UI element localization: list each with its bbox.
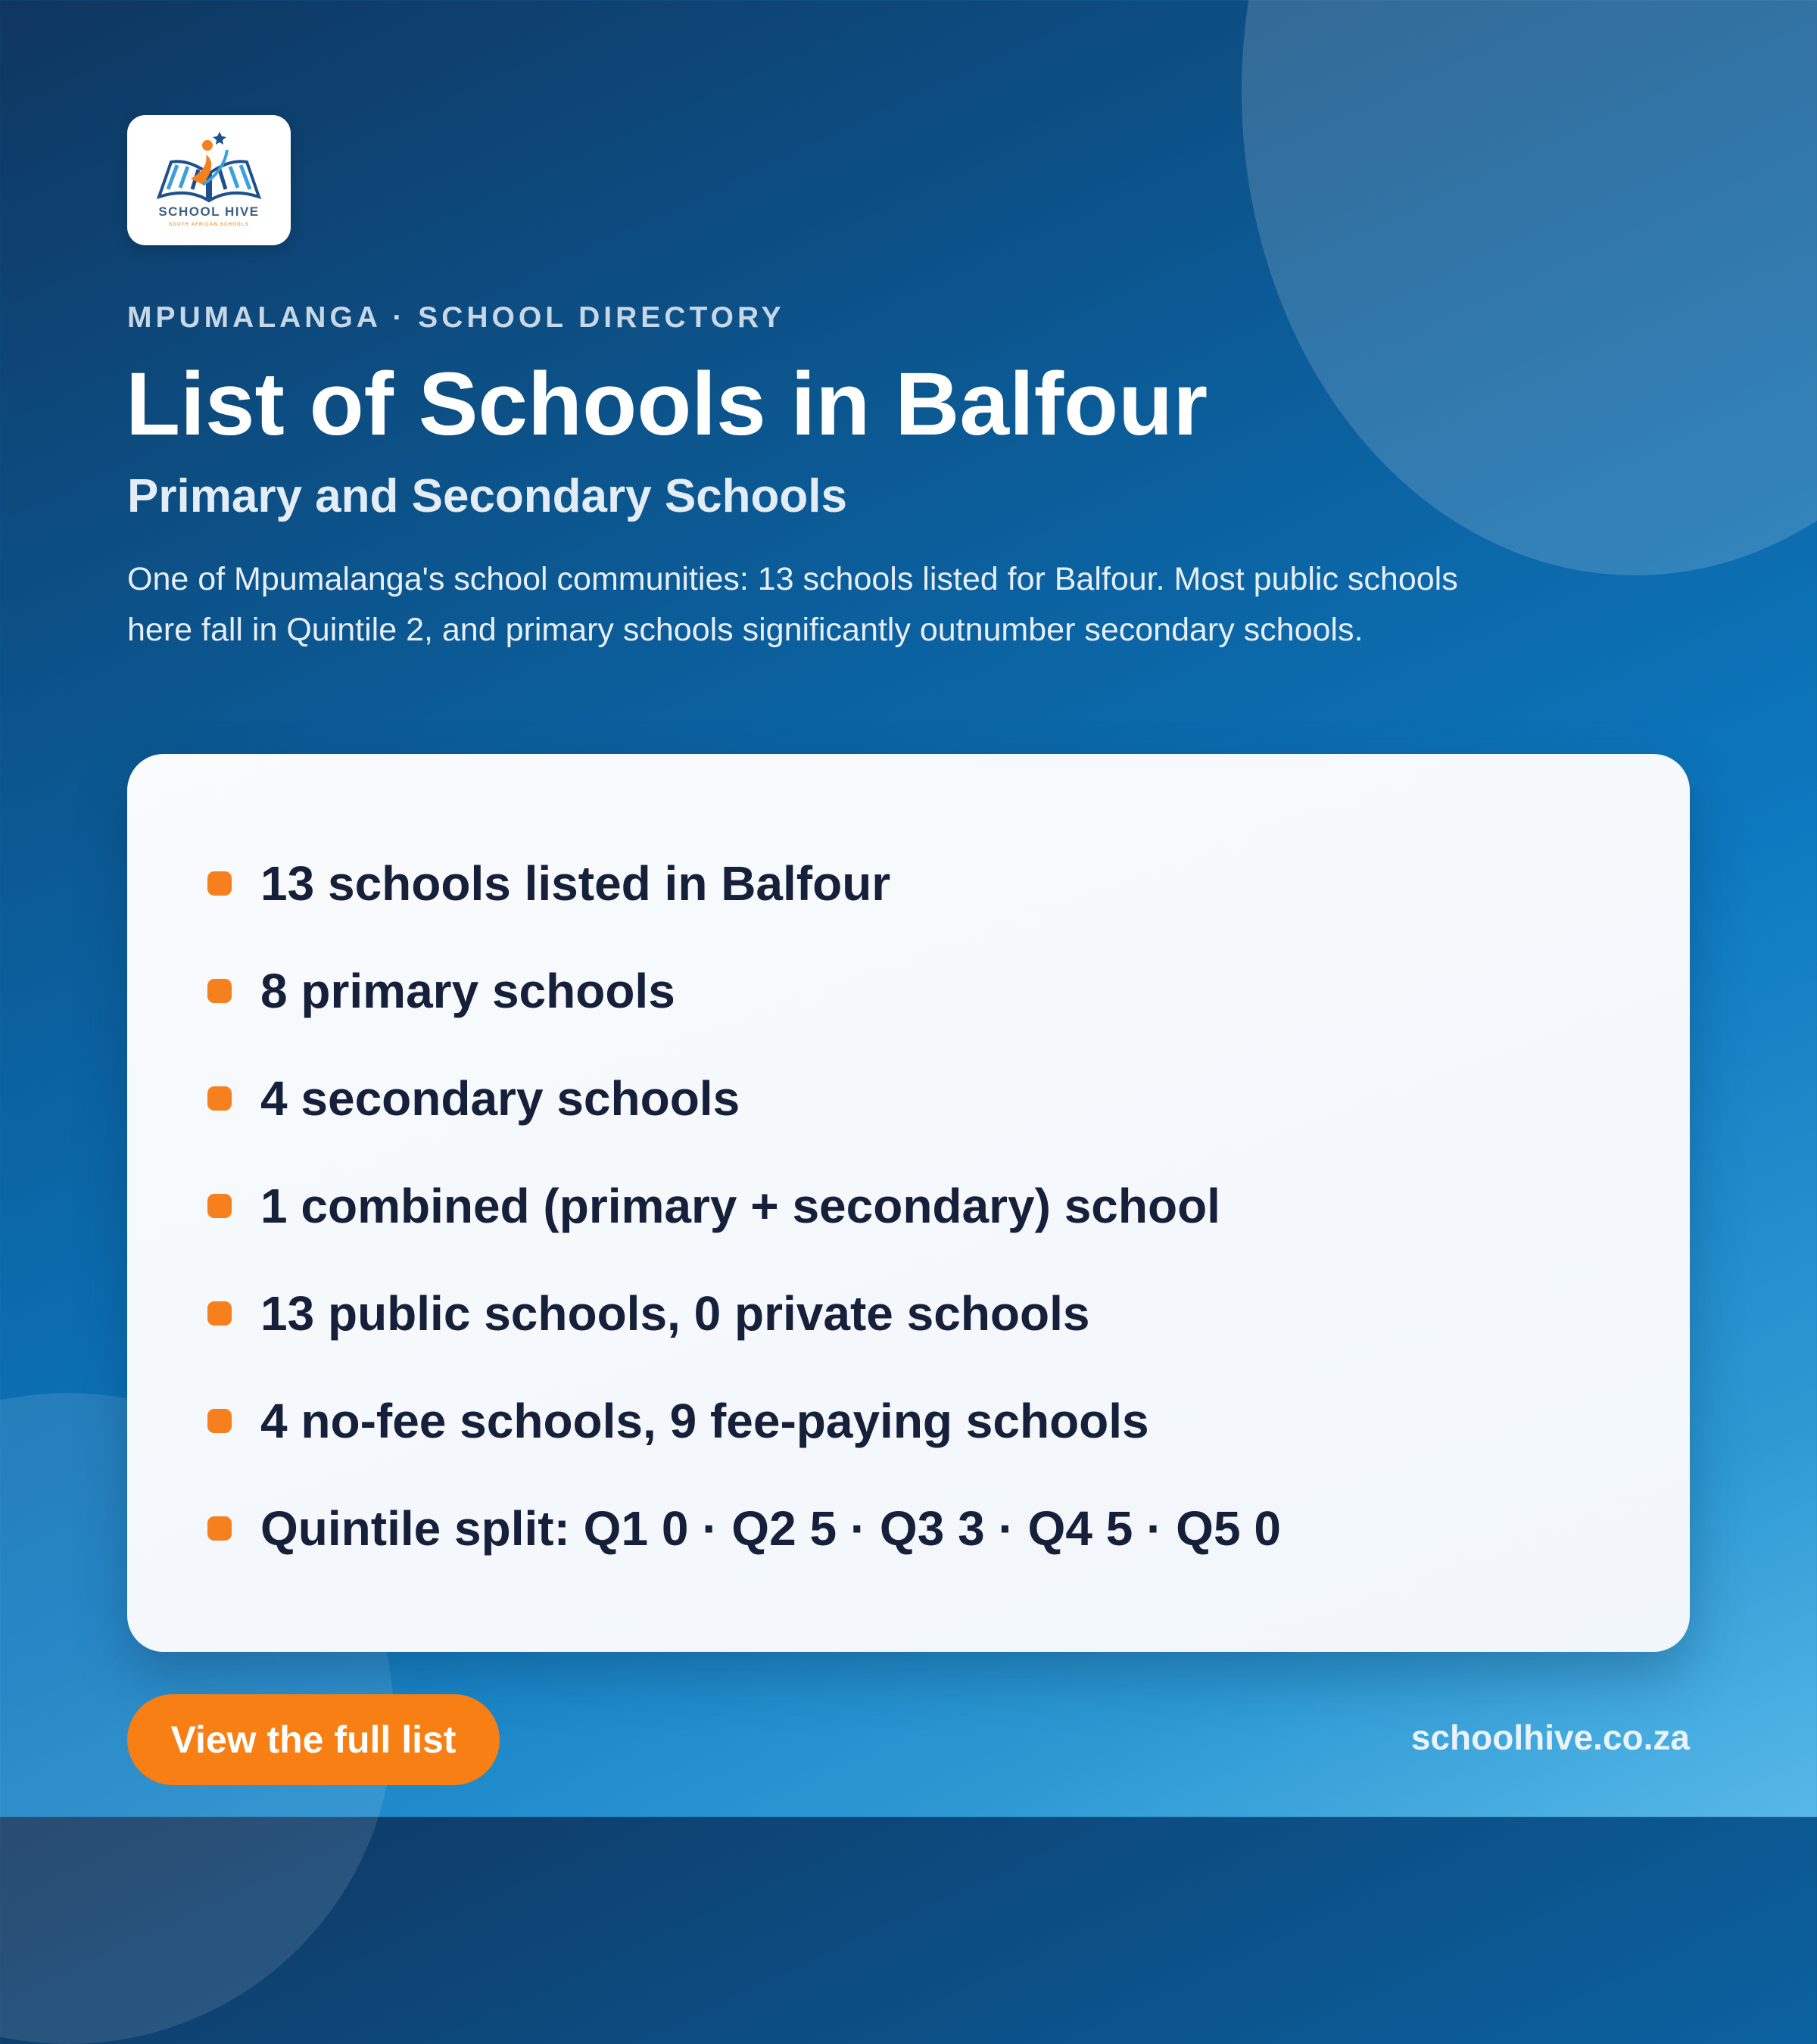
stat-item: [207, 1152, 1281, 1260]
stats-list: [207, 830, 1281, 1582]
stat-text: 13 schools listed in Balfour: [260, 856, 891, 911]
bullet-icon: [207, 1409, 232, 1433]
stat-text: 8 primary schools: [260, 964, 675, 1018]
bullet-icon: [207, 979, 232, 1003]
view-full-list-button[interactable]: View the full list: [127, 1694, 500, 1785]
stat-item: [207, 937, 1281, 1045]
bullet-icon: [207, 1194, 232, 1218]
bullet-icon: [207, 1086, 232, 1111]
stat-text: 13 public schools, 0 private schools: [260, 1286, 1090, 1341]
page-title: List of Schools in Balfour: [126, 354, 1208, 454]
school-hive-logo: [127, 115, 291, 245]
stat-text: Quintile split: Q1 0 · Q2 5 · Q3 3 · Q4 5 · Q5 0: [260, 1501, 1281, 1556]
logo-tagline: SOUTH AFRICAN SCHOOLS: [169, 223, 249, 227]
site-url[interactable]: schoolhive.co.za: [1410, 1718, 1690, 1757]
stat-text: 1 combined (primary + secondary) school: [260, 1179, 1220, 1233]
stat-text: 4 secondary schools: [260, 1071, 740, 1126]
stats-card: [127, 754, 1690, 1652]
bullet-icon: [207, 871, 232, 896]
stat-item: [207, 1475, 1281, 1582]
logo-name: SCHOOL HIVE: [158, 204, 260, 219]
page-subtitle: Primary and Secondary Schools: [127, 470, 848, 522]
decorative-circle-top: [1242, 0, 1817, 575]
bullet-icon: [207, 1516, 232, 1541]
stat-text: 4 no-fee schools, 9 fee-paying schools: [260, 1394, 1149, 1448]
intro-paragraph: One of Mpumalanga's school communities: 13 schools listed for Balfour. Most public schools here fall in Quintile 2, and primary schools significantly outnumber secondary schools.: [127, 561, 1458, 648]
bullet-icon: [207, 1301, 232, 1326]
eyebrow-label: MPUMALANGA · SCHOOL DIRECTORY: [127, 301, 785, 334]
stat-item: [207, 1045, 1281, 1152]
stat-item: [207, 1367, 1281, 1475]
stat-item: [207, 830, 1281, 937]
stat-item: [207, 1260, 1281, 1367]
